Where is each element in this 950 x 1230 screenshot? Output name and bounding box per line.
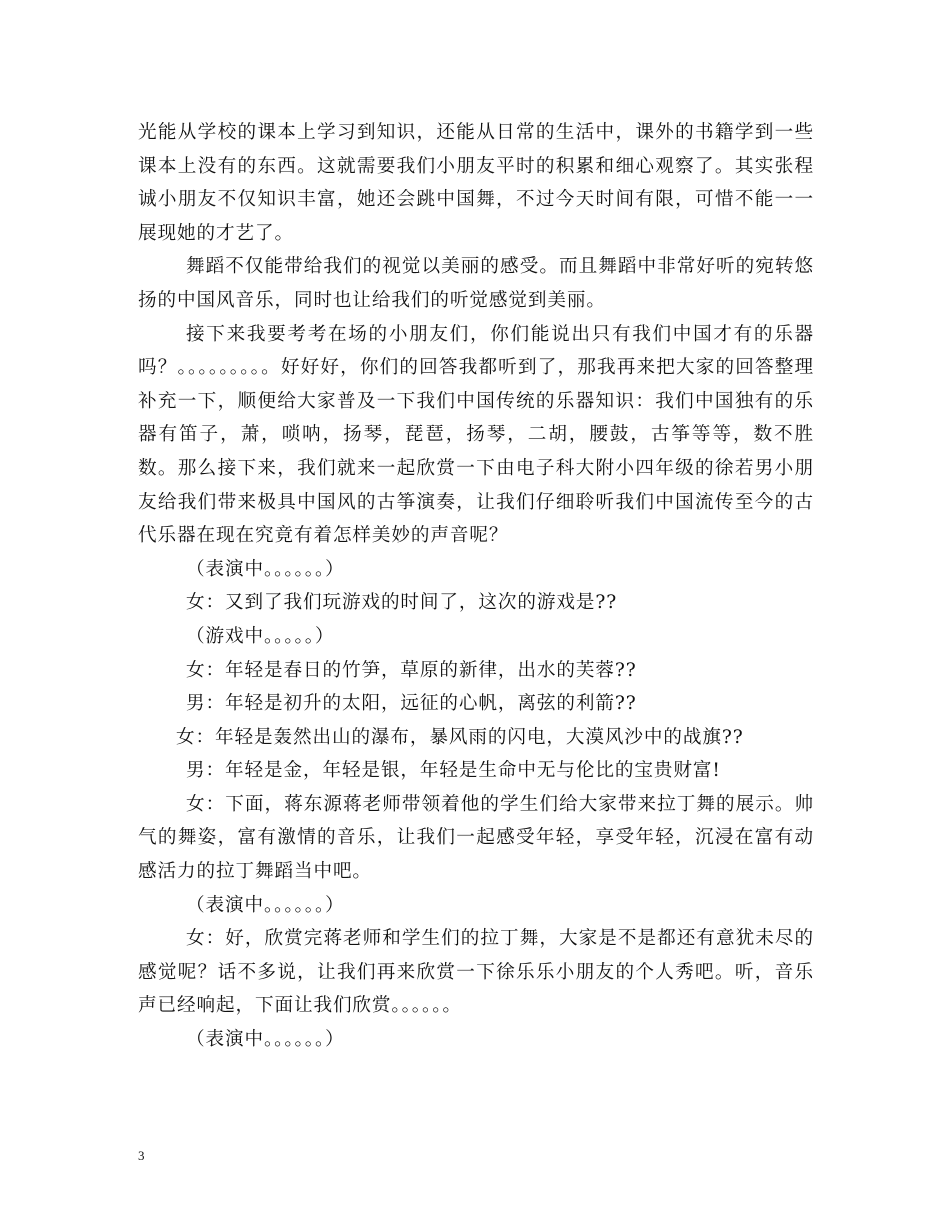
page-number: 3: [138, 1148, 145, 1163]
stage-direction-1: （表演中。。。。。。）: [186, 558, 345, 580]
dialogue-line-2: 女：年轻是春日的竹笋，草原的新律，出水的芙蓉??: [186, 659, 637, 681]
dialogue-line-1: 女：又到了我们玩游戏的时间了，这次的游戏是??: [186, 592, 618, 614]
dialogue-line-7: 女：好，欣赏完蒋老师和学生们的拉丁舞，大家是不是都还有意犹未尽的感觉呢？话不多说，让我们再来欣赏一下徐乐乐小朋友的个人秀吧。听，音乐声已经响起，下面让我们欣赏。。。。。。: [138, 928, 814, 1017]
paragraph-3: 接下来我要考考在场的小朋友们，你们能说出只有我们中国才有的乐器吗？。。。。。。。。。好好好，你们的回答我都听到了，那我再来把大家的回答整理补充一下，顺便给大家普及一下我们中国传统的乐器知识：我们中国独有的乐器有笛子，萧，唢呐，扬琴，琵琶，扬琴，二胡，腰鼓，古筝等等，数不胜数。那么接下来，我们就来一起欣赏一下由电子科大附小四年级的徐若男小朋友给我们带来极具中国风的古筝演奏，让我们仔细聆听我们中国流传至今的古代乐器在现在究竟有着怎样美妙的声音呢？: [138, 323, 814, 547]
dialogue-line-3: 男：年轻是初升的太阳，远征的心帆，离弦的利箭??: [186, 693, 637, 715]
paragraph-1: 光能从学校的课本上学习到知识，还能从日常的生活中，课外的书籍学到一些课本上没有的东西。这就需要我们小朋友平时的积累和细心观察了。其实张程诚小朋友不仅知识丰富，她还会跳中国舞，不过今天时间有限，可惜不能一一展现她的才艺了。: [138, 122, 814, 244]
stage-direction-4: （表演中。。。。。。）: [186, 1029, 345, 1051]
document-body: [138, 116, 814, 1057]
dialogue-line-5: 男：年轻是金，年轻是银，年轻是生命中无与伦比的宝贵财富!: [186, 760, 721, 782]
stage-direction-3: （表演中。。。。。。）: [186, 894, 345, 916]
paragraph-2: 舞蹈不仅能带给我们的视觉以美丽的感受。而且舞蹈中非常好听的宛转悠扬的中国风音乐，同时也让给我们的听觉感觉到美丽。: [138, 256, 814, 311]
stage-direction-2: （游戏中。。。。。）: [186, 625, 335, 647]
dialogue-line-6: 女：下面，蒋东源蒋老师带领着他的学生们给大家带来拉丁舞的展示。帅气的舞姿，富有激情的音乐，让我们一起感受年轻，享受年轻，沉浸在富有动感活力的拉丁舞蹈当中吧。: [138, 793, 814, 883]
dialogue-line-4: 女：年轻是轰然出山的瀑布，暴风雨的闪电，大漠风沙中的战旗??: [176, 726, 744, 748]
